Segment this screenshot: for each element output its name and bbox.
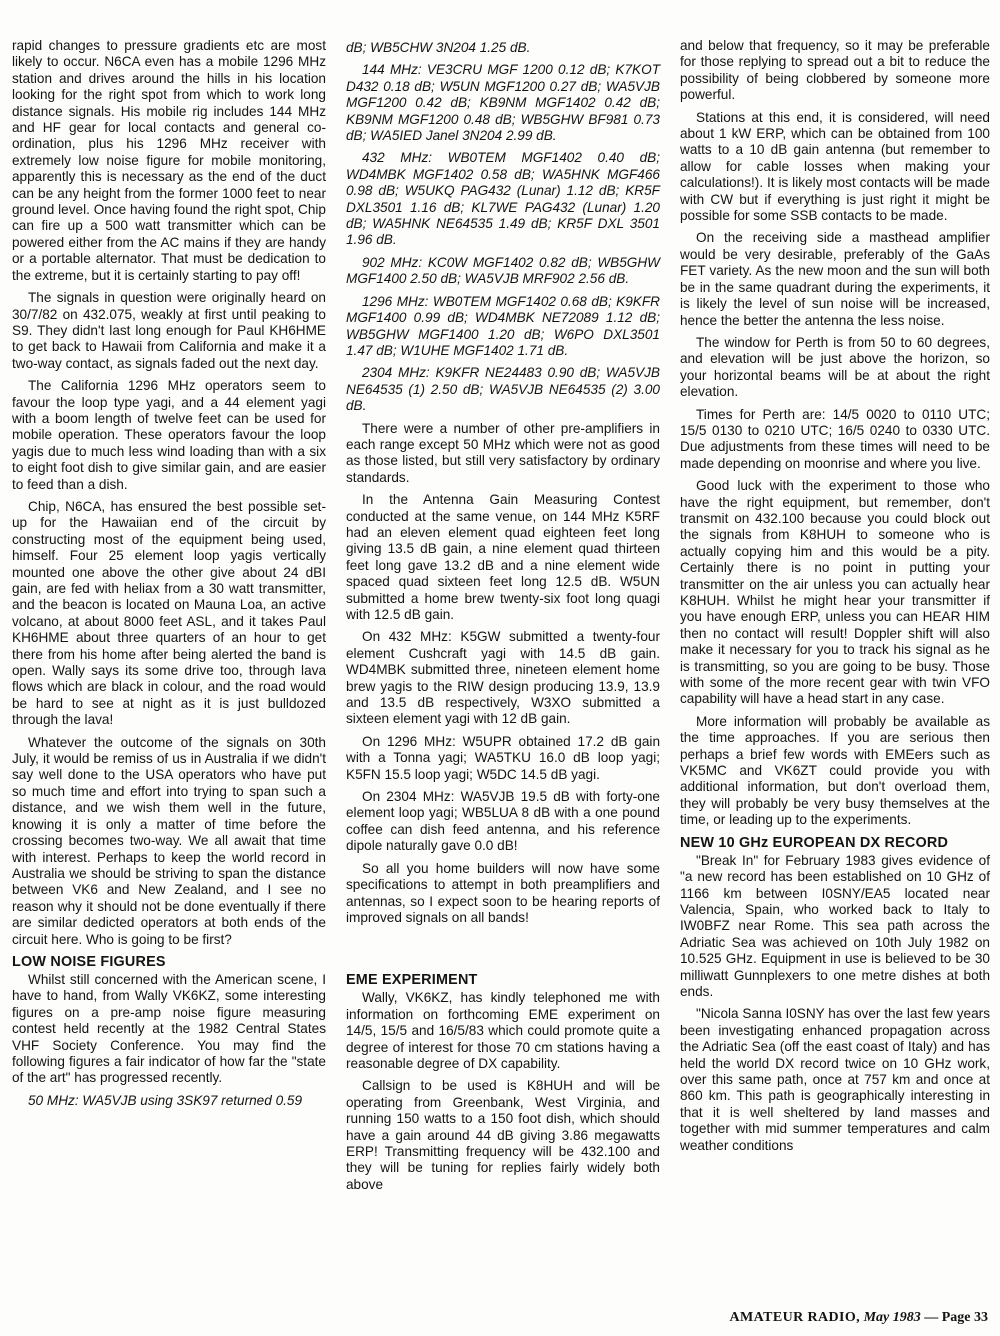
section-heading-low-noise-figures: LOW NOISE FIGURES [12, 953, 166, 970]
paragraph: So all you home builders will now have some specifications to attempt in both preamplifiers and antennas, so I expect soon to be hearing reports of improved signals on all bands! [346, 860, 660, 925]
paragraph: "Break In" for February 1983 gives evidence of "a new record has been established on 10 GHz of 1166 km between I0SNY/EA5 located near Valencia, Spain, who worked back to Italy to IW0BFZ near Rome. This sea path across the Adriatic Sea was achieved on 10th July 1982 on 10.525 GHz. Equipment in use is believed to be 30 milliwatt Gunnplexers to one metre dishes at both ends. [680, 852, 990, 999]
paragraph: Good luck with the experiment to those who have the right equipment, but remember, don't transmit on 432.100 because you could block out the signals from K8HUH to someone who is actually copying him and this would be a pity. Certainly there is no point in putting your transmitter on the air unless you can actually hear K8HUH. Whilst he might hear your transmitter if you have enough ERP, unless you can HEAR HIM then no contact will result! Doppler shift will also make it necessary for you to track his signal as he is transmitting, so you are going to be busy. Those with some of the more recent gear with twin VFO capability will have a head start in any case. [680, 478, 990, 707]
column-3 [680, 38, 990, 1160]
italic-results-line: 50 MHz: WA5VJB using 3SK97 returned 0.59 [28, 1092, 303, 1108]
paragraph: Stations at this end, it is considered, will need about 1 kW ERP, which can be obtained from 100 watts to a 10 dB gain antenna (but remember to allow for cable losses when making your calculations!). It is likely most contacts will be made with CW but if everything is just right it might be possible for some SSB contacts to be made. [680, 109, 990, 224]
column-2 [346, 40, 660, 1199]
paragraph: The window for Perth is from 50 to 60 degrees, and elevation will be just above the horizon, so your horizontal beams will be at about the right elevation. [680, 334, 990, 400]
italic-results-902mhz: 902 MHz: KC0W MGF1402 0.82 dB; WB5GHW MGF1400 2.50 dB; WA5VJB MRF902 2.56 dB. [346, 254, 660, 287]
paragraph: rapid changes to pressure gradients etc are most likely to occur. N6CA even has a mobile 1296 MHz station and drives around the hills in his location looking for the right spot from which to work long distance signals. His mobile rig includes 144 MHz and HF gear for local contacts and general co-ordination, plus his 1296 MHz receiver with extremely low noise figure for mobile monitoring, apparently this is necessary as the end of the duct can be any height from the former 1000 feet to near ground level. Once having found the right spot, Chip can fire up a 500 watt transmitter which can be powered either from the AC mains if they are handy or a portable alternator. That must be dedication to the extreme, but it is certainly starting to pay off! [12, 38, 326, 283]
page-footer [730, 1310, 989, 1326]
paragraph: Chip, N6CA, has ensured the best possible set-up for the Hawaiian end of the circuit by constructing most of the equipment being used, himself. Four 25 element loop yagis vertically mounted one above the other give about 24 dBI gain, are fed with heliax from a 30 watt transmitter, and the beacon is located on Mauna Loa, an active volcano, at about 8000 feet ASL, and it takes Paul KH6HME about three quarters of an hour to get there from his home after being alerted the band is open. Wally says its some drive too, through lava flows which are black in colour, and the road would be hard to see at night as it is just bulldozed through the lava! [12, 498, 326, 728]
paragraph: and below that frequency, so it may be preferable for those replying to spread out a bit to reduce the possibility of being clobbered by someone more powerful. [680, 38, 990, 103]
paragraph: Whatever the outcome of the signals on 30th July, it would be remiss of us in Australia if we didn't say well done to the USA operators who have put so much time and effort into trying to span such a distance, and we wish them well in the future, knowing it is only a matter of time before the crossing becomes two-way. We all await that time with interest. Perhaps to keep the world record in Australia we should be striving to span the distance between VK6 and New Zealand, and I see no reason why it should not be done eventually if there are similar dedicted operators at both ends of the circuit here. Who is going to be first? [12, 734, 326, 947]
paragraph: On 432 MHz: K5GW submitted a twenty-four element Cushcraft yagi with 14.5 dB gain. WD4MBK submitted three, nineteen element home brew yagis to the RIW design producing 13.9, 13.9 and 13.5 dB respectively, W3XO submitted a sixteen element yagi with 12 dB gain. [346, 629, 660, 727]
paragraph: The signals in question were originally heard on 30/7/82 on 432.075, weakly at first until peaking to S9. They didn't last long enough for Paul KH6HME to get back to Hawaii from California and make it a two-way contact, as signals faded out the next day. [12, 290, 326, 371]
paragraph: Wally, VK6KZ, has kindly telephoned me with information on forthcoming EME experiment on 14/5, 15/5 and 16/5/83 which could promote quite a degree of interest for those 70 cm stations having a reasonable degree of DX capability. [346, 990, 660, 1071]
italic-results-144mhz: 144 MHz: VE3CRU MGF 1200 0.12 dB; K7KOT D432 0.18 dB; W5UN MGF1200 0.27 dB; WA5VJB MGF1200 0.42 dB; KB9NM MGF1402 0.42 dB; KB9NM MGF1200 0.48 dB; WB5GHW BF981 0.73 dB; WA5IED Janel 3N204 2.99 dB. [346, 62, 660, 144]
column-gap [346, 932, 660, 966]
italic-results-432mhz: 432 MHz: WB0TEM MGF1402 0.40 dB; WD4MBK MGF1402 0.58 dB; WA5HNK MGF466 0.98 dB; W5UKQ PAG432 (Lunar) 1.12 dB; KR5F DXL3501 1.16 dB; KL7WE PAG432 (Lunar) 1.20 dB; WA5HNK NE64535 1.49 dB; KR5F DXL 3501 1.96 dB. [346, 150, 660, 248]
paragraph: On the receiving side a masthead amplifier would be very desirable, preferably of the GaAs FET variety. As the new moon and the sun will both be in the same quadrant during the experiments, it is likely the level of sun noise will be increased, hence the better the antenna the less noise. [680, 230, 990, 328]
paragraph: More information will probably be available as the time approaches. If you are serious then perhaps a brief few words with EMEers such as VK5MC and VK6ZT could provide you with additional information, but don't overload them, they will probably be very busy themselves at the time, or leading up to the experiments. [680, 713, 990, 828]
paragraph: In the Antenna Gain Measuring Contest conducted at the same venue, on 144 MHz K5RF had an eleven element quad eighteen feet long giving 13.5 dB gain, a nine element quad thirteen feet long gave 13.2 dB and a nine element wide spaced quad sixteen feet long 12.5 dB. W5UN submitted a home brew twenty-six foot long quagi with 12.5 dB gain. [346, 492, 660, 622]
italic-results-2304mhz: 2304 MHz: K9KFR NE24483 0.90 dB; WA5VJB NE64535 (1) 2.50 dB; WA5VJB NE64535 (2) 3.00 dB. [346, 365, 660, 414]
paragraph: On 2304 MHz: WA5VJB 19.5 dB with forty-one element loop yagi; WB5LUA 8 dB with a one pound coffee can dish feed antenna, and his reference dipole naturally gave 0.0 dB! [346, 789, 660, 854]
section-heading-eme-experiment: EME EXPERIMENT [346, 972, 478, 989]
paragraph: "Nicola Sanna I0SNY has over the last few years been investigating enhanced propagation across the Adriatic Sea (off the east coast of Italy) and has held the world DX record twice on 10 GHz work, over this same path, once at 757 km and once at 860 km. This path is geographically interesting in that it is well sheltered by land masses and together with mid summer temperatures and calm weather conditions [680, 1006, 990, 1153]
issue-date: May 1983 [863, 1310, 921, 1325]
italic-results-line: dB; WB5CHW 3N204 1.25 dB. [346, 40, 531, 55]
paragraph: The California 1296 MHz operators seem to favour the loop type yagi, and a 44 element yagi with a boom length of twelve feet can be used for mobile operation. These operators favour the loop yagis due to much less wind loading than with a six to eight foot dish to give similar gain, and are easier to feed than a dish. [12, 378, 326, 492]
column-1 [12, 38, 326, 1115]
paragraph: On 1296 MHz: W5UPR obtained 17.2 dB gain with a Tonna yagi; WA5TKU 16.0 dB loop yagi; K5FN 15.5 loop yagi; W5DC 14.5 dB yagi. [346, 733, 660, 782]
paragraph: Times for Perth are: 14/5 0020 to 0110 UTC; 15/5 0130 to 0210 UTC; 16/5 0240 to 0330 UTC. Due adjustments from these times will need to be made depending on moonrise and where you live. [680, 406, 990, 471]
paragraph: There were a number of other pre-amplifiers in each range except 50 MHz which were not as good as those listed, but still very satisfactory by ordinary standards. [346, 420, 660, 485]
paragraph: Callsign to be used is K8HUH and will be operating from Greenbank, West Virginia, and running 150 watts to a 150 foot dish, which should have a gain around 44 dB giving 3.86 megawatts ERP! Transmitting frequency will be 432.100 and they will be tuning for replies fairly widely both above [346, 1078, 660, 1192]
paragraph: Whilst still concerned with the American scene, I have to hand, from Wally VK6KZ, some interesting figures on a pre-amp noise figure measuring contest held recently at the 1982 Central States VHF Society Conference. You may find the following figures a fair indicator of how far the "state of the art" has progressed recently. [12, 971, 326, 1086]
section-heading-10ghz-record: NEW 10 GHz EUROPEAN DX RECORD [680, 834, 949, 851]
magazine-name: AMATEUR RADIO, [729, 1310, 861, 1325]
page-number: — Page 33 [924, 1310, 988, 1325]
italic-results-1296mhz: 1296 MHz: WB0TEM MGF1402 0.68 dB; K9KFR MGF1400 0.99 dB; WD4MBK NE72089 1.12 dB; WB5GHW MGF1400 1.20 dB; W6PO DXL3501 1.47 dB; W1UHE MGF1402 1.71 dB. [346, 293, 660, 358]
